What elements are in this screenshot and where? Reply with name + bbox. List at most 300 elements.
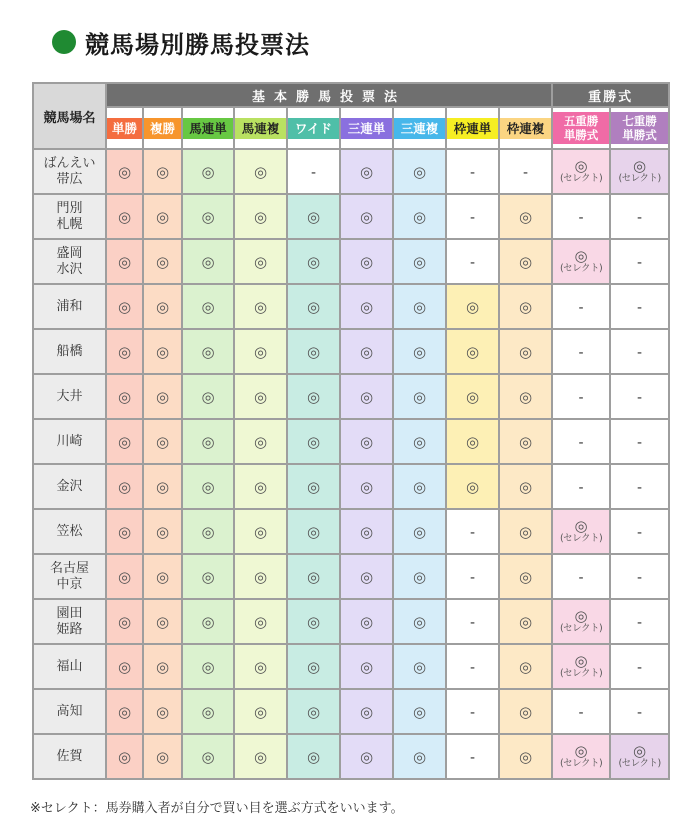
dash-mark: -: [637, 569, 643, 586]
not-available-cell: [447, 240, 500, 285]
not-available-cell: [611, 330, 670, 375]
double-circle-icon: ◎: [306, 567, 321, 586]
available-cell: [288, 375, 341, 420]
not-available-cell: [611, 600, 670, 645]
not-available-cell: [447, 690, 500, 735]
select-available-cell: [553, 510, 611, 555]
available-cell: [341, 600, 394, 645]
bet-type-table: [32, 82, 670, 780]
venue-name-line: 盛岡: [56, 245, 83, 261]
available-cell: [500, 690, 553, 735]
available-cell: [500, 600, 553, 645]
available-cell: [144, 285, 183, 330]
available-cell: [235, 465, 288, 510]
available-cell: [235, 510, 288, 555]
available-cell: [144, 645, 183, 690]
venue-name-cell: [34, 150, 107, 195]
not-available-cell: [447, 645, 500, 690]
dash-mark: -: [637, 389, 643, 406]
double-circle-icon: ◎: [465, 297, 480, 316]
double-circle-icon: ◎: [359, 612, 374, 631]
double-circle-icon: ◎: [253, 432, 268, 451]
venue-name-cell: [34, 645, 107, 690]
bet-type-header: [553, 108, 611, 150]
double-circle-icon: ◎: [117, 432, 132, 451]
available-cell: [500, 555, 553, 600]
available-cell: [107, 645, 144, 690]
not-available-cell: [553, 420, 611, 465]
double-circle-icon: ◎: [253, 387, 268, 406]
available-cell: [288, 600, 341, 645]
dash-mark: -: [469, 164, 476, 181]
bet-type-header: [235, 108, 288, 150]
not-available-cell: [447, 150, 500, 195]
double-circle-icon: ◎: [117, 612, 132, 631]
double-circle-icon: ◎: [117, 522, 132, 541]
double-circle-icon: ◎: [306, 657, 321, 676]
available-cell: [107, 690, 144, 735]
bet-type-header: [341, 108, 394, 150]
available-cell: [394, 330, 447, 375]
bet-type-header: [500, 108, 553, 150]
double-circle-icon: ◎: [412, 612, 427, 631]
table-row: [34, 420, 670, 465]
available-cell: [394, 465, 447, 510]
venue-name-line: 大井: [56, 388, 83, 404]
double-circle-icon: ◎: [412, 567, 427, 586]
double-circle-icon: ◎: [155, 297, 170, 316]
double-circle-icon: ◎: [412, 162, 427, 181]
available-cell: [235, 690, 288, 735]
double-circle-icon: ◎: [201, 702, 215, 721]
venue-name-line: 水沢: [56, 261, 83, 277]
bet-type-label: 三連複: [394, 118, 445, 139]
select-note: (セレクト): [618, 757, 661, 769]
available-cell: [288, 645, 341, 690]
double-circle-icon: ◎: [117, 297, 132, 316]
available-cell: [288, 285, 341, 330]
select-note: (セレクト): [559, 172, 603, 184]
available-cell: [447, 285, 500, 330]
double-circle-icon: ◎: [412, 432, 427, 451]
available-cell: [341, 150, 394, 195]
available-cell: [288, 690, 341, 735]
available-cell: [235, 150, 288, 195]
double-circle-icon: ◎: [253, 252, 268, 271]
double-circle-icon: ◎: [412, 477, 427, 496]
select-note: (セレクト): [559, 667, 603, 679]
available-cell: [500, 735, 553, 780]
dash-mark: -: [637, 254, 643, 271]
venue-name-cell: [34, 285, 107, 330]
venue-name-line: 川崎: [56, 433, 83, 449]
available-cell: [500, 510, 553, 555]
available-cell: [394, 555, 447, 600]
available-cell: [394, 735, 447, 780]
double-circle-icon: ◎: [155, 477, 170, 496]
bet-type-header: [288, 108, 341, 150]
double-circle-icon: ◎: [412, 657, 427, 676]
available-cell: [500, 330, 553, 375]
double-circle-icon: ◎: [253, 702, 268, 721]
available-cell: [394, 375, 447, 420]
double-circle-icon: ◎: [306, 207, 321, 226]
available-cell: [107, 150, 144, 195]
available-cell: [394, 420, 447, 465]
available-cell: [183, 285, 235, 330]
select-available-cell: [553, 645, 611, 690]
double-circle-icon: ◎: [465, 432, 480, 451]
table-row: [34, 195, 670, 240]
double-circle-icon: ◎: [359, 162, 374, 181]
available-cell: [235, 240, 288, 285]
venue-name-line: 姫路: [56, 621, 83, 637]
double-circle-icon: ◎: [574, 246, 588, 265]
available-cell: [288, 240, 341, 285]
available-cell: [144, 735, 183, 780]
table-row: [34, 600, 670, 645]
double-circle-icon: ◎: [412, 702, 427, 721]
venue-name-line: 笠松: [56, 523, 83, 539]
dash-mark: -: [578, 704, 584, 721]
available-cell: [107, 735, 144, 780]
venue-name-line: 園田: [56, 605, 83, 621]
double-circle-icon: ◎: [518, 702, 533, 721]
double-circle-icon: ◎: [201, 387, 215, 406]
available-cell: [144, 465, 183, 510]
available-cell: [394, 690, 447, 735]
venue-name-cell: [34, 690, 107, 735]
select-available-cell: [553, 735, 611, 780]
dash-mark: -: [469, 569, 476, 586]
bet-type-label: 馬連単: [183, 118, 233, 139]
bet-type-header: [183, 108, 235, 150]
double-circle-icon: ◎: [155, 747, 170, 766]
not-available-cell: [611, 420, 670, 465]
multi-win-group-header: [553, 84, 670, 108]
double-circle-icon: ◎: [412, 522, 427, 541]
venue-name-line: 札幌: [56, 216, 83, 232]
bet-type-header: [611, 108, 670, 150]
double-circle-icon: ◎: [359, 207, 374, 226]
double-circle-icon: ◎: [253, 522, 268, 541]
available-cell: [107, 285, 144, 330]
available-cell: [500, 645, 553, 690]
double-circle-icon: ◎: [253, 612, 268, 631]
not-available-cell: [611, 285, 670, 330]
available-cell: [235, 375, 288, 420]
bet-type-label: [553, 112, 609, 144]
available-cell: [288, 735, 341, 780]
double-circle-icon: ◎: [155, 567, 170, 586]
available-cell: [235, 555, 288, 600]
available-cell: [341, 645, 394, 690]
double-circle-icon: ◎: [574, 516, 588, 535]
double-circle-icon: ◎: [201, 252, 215, 271]
available-cell: [447, 465, 500, 510]
double-circle-icon: ◎: [306, 612, 321, 631]
venue-name-line: 金沢: [56, 478, 83, 494]
dash-mark: -: [578, 479, 584, 496]
available-cell: [341, 465, 394, 510]
available-cell: [341, 555, 394, 600]
available-cell: [288, 555, 341, 600]
double-circle-icon: ◎: [117, 342, 132, 361]
double-circle-icon: ◎: [306, 702, 321, 721]
venue-name-cell: [34, 510, 107, 555]
double-circle-icon: ◎: [117, 567, 132, 586]
double-circle-icon: ◎: [201, 477, 215, 496]
double-circle-icon: ◎: [253, 162, 268, 181]
venue-name-line: 浦和: [56, 298, 83, 314]
select-footnote: ※セレクト：馬券購入者が自分で買い目を選ぶ方式をいいます。: [30, 801, 404, 816]
bet-type-label: ワイド: [288, 118, 339, 139]
available-cell: [341, 285, 394, 330]
double-circle-icon: ◎: [518, 747, 533, 766]
available-cell: [107, 555, 144, 600]
double-circle-icon: ◎: [201, 612, 215, 631]
table-row: [34, 150, 670, 195]
bet-type-header-row: [34, 108, 670, 150]
available-cell: [235, 195, 288, 240]
available-cell: [394, 285, 447, 330]
double-circle-icon: ◎: [359, 567, 374, 586]
double-circle-icon: ◎: [359, 252, 374, 271]
available-cell: [447, 420, 500, 465]
dash-mark: -: [310, 164, 317, 181]
page-title-row: [52, 27, 310, 57]
double-circle-icon: ◎: [117, 387, 132, 406]
table-row: [34, 465, 670, 510]
double-circle-icon: ◎: [117, 747, 132, 766]
double-circle-icon: ◎: [306, 747, 321, 766]
basic-bet-group-label: 基本勝馬投票法: [252, 89, 407, 105]
dash-mark: -: [469, 749, 476, 766]
available-cell: [341, 690, 394, 735]
available-cell: [183, 690, 235, 735]
available-cell: [107, 420, 144, 465]
green-dot-icon: [52, 30, 76, 54]
available-cell: [107, 195, 144, 240]
available-cell: [144, 510, 183, 555]
double-circle-icon: ◎: [201, 342, 215, 361]
available-cell: [394, 240, 447, 285]
table-header: [34, 84, 670, 150]
dash-mark: -: [637, 524, 643, 541]
double-circle-icon: ◎: [155, 252, 170, 271]
not-available-cell: [611, 195, 670, 240]
available-cell: [107, 465, 144, 510]
available-cell: [394, 645, 447, 690]
available-cell: [144, 420, 183, 465]
double-circle-icon: ◎: [518, 387, 533, 406]
not-available-cell: [553, 555, 611, 600]
available-cell: [235, 285, 288, 330]
not-available-cell: [447, 195, 500, 240]
available-cell: [341, 420, 394, 465]
available-cell: [183, 375, 235, 420]
venue-name-line: 佐賀: [56, 748, 83, 764]
venue-name-line: 帯広: [56, 171, 83, 187]
bet-type-header: [144, 108, 183, 150]
dash-mark: -: [578, 344, 584, 361]
select-note: (セレクト): [618, 172, 661, 184]
double-circle-icon: ◎: [518, 432, 533, 451]
bet-type-label: 複勝: [144, 118, 181, 139]
not-available-cell: [611, 690, 670, 735]
not-available-cell: [553, 690, 611, 735]
not-available-cell: [611, 465, 670, 510]
available-cell: [144, 330, 183, 375]
venue-name-line: 名古屋: [49, 560, 89, 576]
available-cell: [183, 465, 235, 510]
venue-name-cell: [34, 330, 107, 375]
not-available-cell: [447, 555, 500, 600]
not-available-cell: [500, 150, 553, 195]
bet-type-label: 三連単: [341, 118, 392, 139]
double-circle-icon: ◎: [359, 432, 374, 451]
venue-name-cell: [34, 195, 107, 240]
double-circle-icon: ◎: [412, 387, 427, 406]
double-circle-icon: ◎: [117, 702, 132, 721]
table-row: [34, 555, 670, 600]
dash-mark: -: [469, 524, 476, 541]
available-cell: [500, 240, 553, 285]
double-circle-icon: ◎: [574, 741, 588, 760]
venue-name-cell: [34, 555, 107, 600]
venue-name-line: 福山: [56, 658, 83, 674]
double-circle-icon: ◎: [306, 252, 321, 271]
venue-name-cell: [34, 375, 107, 420]
double-circle-icon: ◎: [201, 567, 215, 586]
double-circle-icon: ◎: [117, 162, 132, 181]
available-cell: [394, 600, 447, 645]
available-cell: [394, 150, 447, 195]
dash-mark: -: [578, 209, 584, 226]
available-cell: [144, 240, 183, 285]
venue-name-cell: [34, 735, 107, 780]
available-cell: [341, 240, 394, 285]
venue-name-line: 船橋: [56, 343, 83, 359]
dash-mark: -: [469, 704, 476, 721]
table-row: [34, 240, 670, 285]
double-circle-icon: ◎: [253, 477, 268, 496]
available-cell: [341, 330, 394, 375]
bet-type-label-line1: 七重勝: [622, 114, 657, 128]
double-circle-icon: ◎: [201, 747, 215, 766]
double-circle-icon: ◎: [117, 252, 132, 271]
venue-name-cell: [34, 240, 107, 285]
venue-name-line: 門別: [56, 200, 83, 216]
bet-type-label: [611, 112, 668, 144]
bet-type-label: 馬連複: [235, 118, 286, 139]
select-note: (セレクト): [559, 262, 603, 274]
double-circle-icon: ◎: [412, 342, 427, 361]
double-circle-icon: ◎: [253, 747, 268, 766]
available-cell: [235, 420, 288, 465]
bet-type-label-line1: 五重勝: [563, 114, 599, 128]
double-circle-icon: ◎: [253, 297, 268, 316]
not-available-cell: [611, 240, 670, 285]
available-cell: [235, 645, 288, 690]
dash-mark: -: [578, 569, 584, 586]
double-circle-icon: ◎: [155, 612, 170, 631]
available-cell: [235, 330, 288, 375]
double-circle-icon: ◎: [518, 477, 533, 496]
dash-mark: -: [637, 344, 643, 361]
available-cell: [447, 375, 500, 420]
table-row: [34, 285, 670, 330]
venue-name-line: 高知: [56, 703, 83, 719]
double-circle-icon: ◎: [201, 207, 215, 226]
double-circle-icon: ◎: [518, 297, 533, 316]
double-circle-icon: ◎: [412, 207, 427, 226]
dash-mark: -: [637, 614, 643, 631]
table-row: [34, 645, 670, 690]
available-cell: [144, 555, 183, 600]
available-cell: [183, 420, 235, 465]
double-circle-icon: ◎: [359, 477, 374, 496]
double-circle-icon: ◎: [465, 387, 480, 406]
venue-column-label: 競馬場名: [43, 110, 96, 126]
double-circle-icon: ◎: [253, 567, 268, 586]
not-available-cell: [553, 465, 611, 510]
available-cell: [288, 465, 341, 510]
double-circle-icon: ◎: [359, 747, 374, 766]
dash-mark: -: [637, 434, 643, 451]
double-circle-icon: ◎: [359, 657, 374, 676]
table-row: [34, 510, 670, 555]
table-row: [34, 690, 670, 735]
not-available-cell: [447, 735, 500, 780]
available-cell: [447, 330, 500, 375]
available-cell: [107, 375, 144, 420]
available-cell: [341, 510, 394, 555]
double-circle-icon: ◎: [155, 657, 170, 676]
select-available-cell: [553, 240, 611, 285]
double-circle-icon: ◎: [253, 657, 268, 676]
available-cell: [341, 735, 394, 780]
available-cell: [183, 240, 235, 285]
double-circle-icon: ◎: [155, 162, 170, 181]
not-available-cell: [611, 645, 670, 690]
select-available-cell: [553, 600, 611, 645]
double-circle-icon: ◎: [155, 387, 170, 406]
double-circle-icon: ◎: [253, 342, 268, 361]
venue-column-header: [34, 84, 107, 150]
double-circle-icon: ◎: [155, 702, 170, 721]
not-available-cell: [553, 285, 611, 330]
double-circle-icon: ◎: [201, 162, 215, 181]
available-cell: [394, 195, 447, 240]
page-title: 競馬場別勝馬投票法: [85, 30, 310, 59]
available-cell: [183, 330, 235, 375]
double-circle-icon: ◎: [518, 612, 533, 631]
double-circle-icon: ◎: [117, 477, 132, 496]
available-cell: [144, 600, 183, 645]
select-available-cell: [611, 735, 670, 780]
double-circle-icon: ◎: [201, 657, 215, 676]
double-circle-icon: ◎: [359, 297, 374, 316]
double-circle-icon: ◎: [412, 297, 427, 316]
available-cell: [107, 330, 144, 375]
venue-name-cell: [34, 600, 107, 645]
not-available-cell: [553, 330, 611, 375]
available-cell: [500, 375, 553, 420]
available-cell: [183, 510, 235, 555]
double-circle-icon: ◎: [633, 741, 647, 760]
available-cell: [183, 150, 235, 195]
